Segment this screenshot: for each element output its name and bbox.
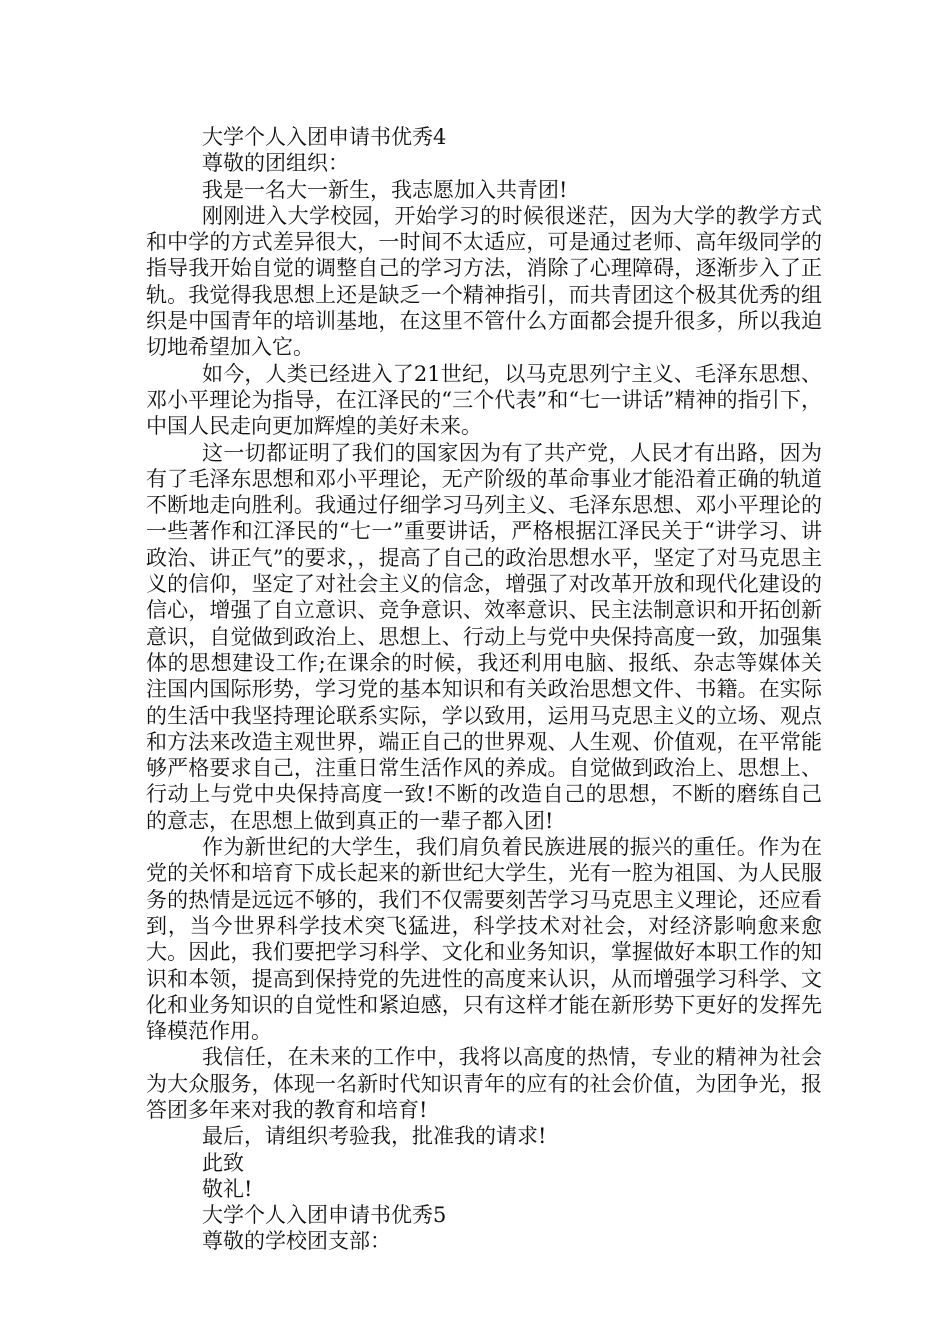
paragraph: 我信任，在未来的工作中，我将以高度的热情，专业的精神为社会为大众服务，体现一名新时代知识青年的应有的社会价值，为团争光，报答团多年来对我的教育和培育! [146, 1045, 822, 1122]
document-body [146, 124, 822, 1255]
closing-salute: 敬礼! [202, 1176, 253, 1201]
salutation: 尊敬的学校团支部： [202, 1229, 391, 1254]
closing-greeting: 此致 [202, 1150, 244, 1175]
paragraph: 作为新世纪的大学生，我们肩负着民族进展的振兴的重任。作为在党的关怀和培育下成长起来的新世纪大学生，光有一腔为祖国、为人民服务的热情是远远不够的，我们不仅需要刻苦学习马克思主义理论，还应看到，当今世界科学技术突飞猛进，科学技术对社会，对经济影响愈来愈大。因此，我们要把学习科学、文化和业务知识，掌握做好本职工作的知识和本领，提高到保持党的先进性的高度来认识，从而增强学习科学、文化和业务知识的自觉性和紧迫感，只有这样才能在新形势下更好的发挥先锋模范作用。 [146, 835, 822, 1044]
paragraph: 如今，人类已经进入了21世纪，以马克思列宁主义、毛泽东思想、邓小平理论为指导，在江泽民的“三个代表”和“七一讲话”精神的指引下，中国人民走向更加辉煌的美好未来。 [146, 361, 822, 439]
salutation: 尊敬的团组织： [202, 151, 349, 176]
document-title: 大学个人入团申请书优秀4 [202, 125, 447, 149]
section-title: 大学个人入团申请书优秀5 [202, 1203, 447, 1228]
paragraph: 刚刚进入大学校园，开始学习的时候很迷茫，因为大学的教学方式和中学的方式差异很大，一时间不太适应，可是通过老师、高年级同学的指导我开始自觉的调整自己的学习方法，消除了心理障碍，逐渐步入了正轨。我觉得我思想上还是缺乏一个精神指引，而共青团这个极其优秀的组织是中国青年的培训基地，在这里不管什么方面都会提升很多，所以我迫切地希望加入它。 [146, 203, 822, 360]
paragraph: 这一切都证明了我们的国家因为有了共产党，人民才有出路，因为有了毛泽东思想和邓小平理论，无产阶级的革命事业才能沿着正确的轨道不断地走向胜利。我通过仔细学习马列主义、毛泽东思想、邓小平理论的一些著作和江泽民的“七一”重要讲话，严格根据江泽民关于“讲学习、讲政治、讲正气”的要求，，提高了自己的政治思想水平，坚定了对马克思主义的信仰，坚定了对社会主义的信念，增强了对改革开放和现代化建设的信心，增强了自立意识、竞争意识、效率意识、民主法制意识和开拓创新意识，自觉做到政治上、思想上、行动上与党中央保持高度一致，加强集体的思想建设工作;在课余的时候，我还利用电脑、报纸、杂志等媒体关注国内国际形势，学习党的基本知识和有关政治思想文件、书籍。在实际的生活中我坚持理论联系实际，学以致用，运用马克思主义的立场、观点和方法来改造主观世界，端正自己的世界观、人生观、价值观，在平常能够严格要求自己，注重日常生活作风的养成。自觉做到政治上、思想上、行动上与党中央保持高度一致!不断的改造自己的思想，不断的磨练自己的意志，在思想上做到真正的一辈子都入团! [146, 440, 822, 833]
closing-request: 最后，请组织考验我，批准我的请求! [202, 1124, 547, 1149]
paragraph: 我是一名大一新生，我志愿加入共青团! [202, 177, 568, 202]
